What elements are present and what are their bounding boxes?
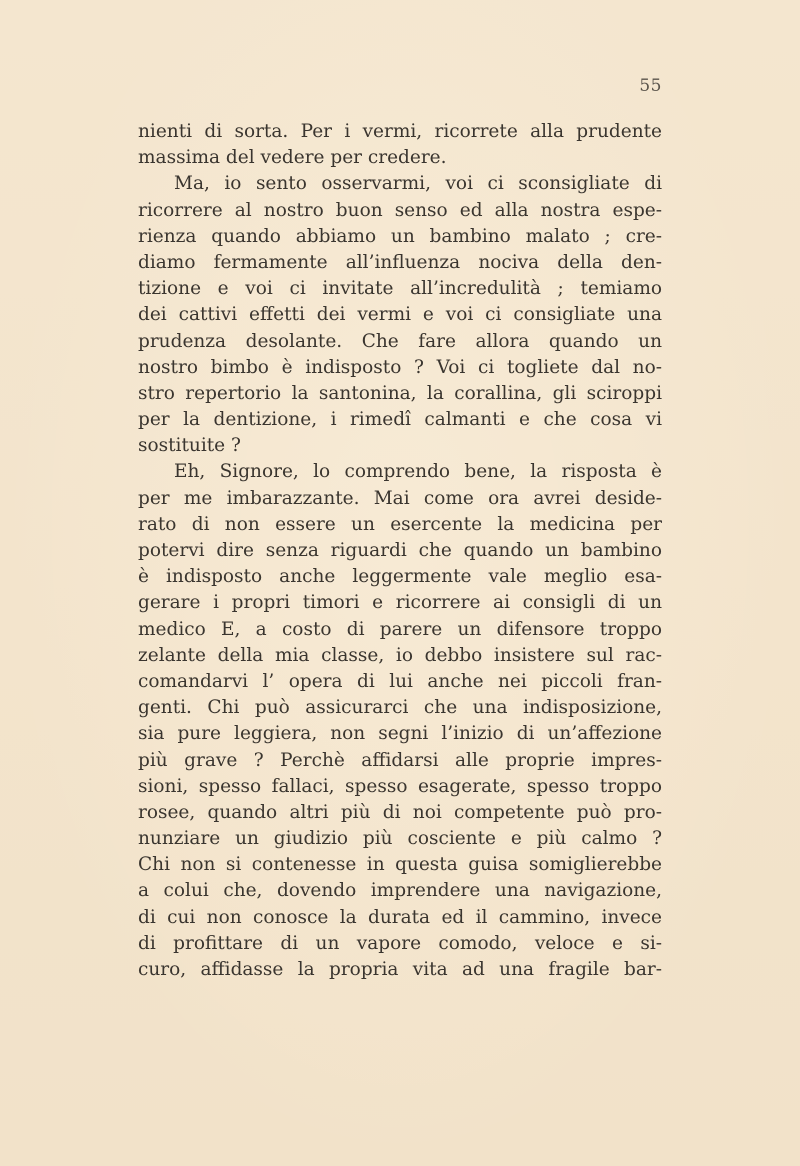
text-line: è indisposto anche leggermente vale meglio esa- [138, 566, 662, 588]
text-line: dei cattivi effetti dei vermi e voi ci consigliate una [138, 304, 662, 326]
text-line: a colui che, dovendo imprendere una navigazione, [138, 880, 662, 902]
text-line: nienti di sorta. Per i vermi, ricorrete alla prudente [138, 121, 662, 142]
text-line: rato di non essere un esercente la medicina per [138, 513, 662, 535]
text-line: medico E, a costo di parere un difensore troppo [138, 618, 662, 640]
text-line: rienza quando abbiamo un bambino malato ; cre- [138, 225, 662, 247]
text-line: sioni, spesso fallaci, spesso esagerate, spesso troppo [138, 775, 662, 797]
text-line: Ma, io sento osservarmi, voi ci sconsigliate di [174, 173, 662, 195]
text-line: gerare i propri timori e ricorrere ai consigli di un [138, 592, 662, 614]
text-line: diamo fermamente all’influenza nociva della den- [138, 251, 662, 273]
text-line: sostituite ? [138, 435, 241, 457]
text-line: ricorrere al nostro buon senso ed alla nostra espe- [138, 199, 662, 221]
text-line: Eh, Signore, lo comprendo bene, la risposta è [174, 461, 662, 483]
text-line: comandarvi l’ opera di lui anche nei piccoli fran- [138, 670, 662, 692]
page-number: 55 [639, 76, 662, 96]
text-line: nostro bimbo è indisposto ? Voi ci togliete dal no- [138, 356, 662, 378]
text-line: per me imbarazzante. Mai come ora avrei deside- [138, 487, 662, 509]
text-line: di cui non conosce la durata ed il cammino, invece [138, 906, 662, 928]
text-line: di profittare di un vapore comodo, veloce e si- [138, 932, 662, 954]
text-line: potervi dire senza riguardi che quando un bambino [138, 540, 662, 561]
text-line: prudenza desolante. Che fare allora quando un [138, 330, 662, 352]
text-line: genti. Chi può assicurarci che una indisposizione, [138, 697, 662, 719]
text-line: più grave ? Perchè affidarsi alle proprie impres- [138, 749, 662, 771]
text-line: per la dentizione, i rimedî calmanti e che cosa vi [138, 409, 662, 431]
text-line: zelante della mia classe, io debbo insistere sul rac- [138, 644, 662, 666]
text-line: Chi non si contenesse in questa guisa somiglierebbe [138, 854, 662, 876]
text-line: stro repertorio la santonina, la corallina, gli sciroppi [138, 382, 662, 404]
text-line: curo, affidasse la propria vita ad una fragile bar- [138, 959, 662, 980]
body-text [138, 119, 662, 983]
text-line: nunziare un giudizio più cosciente e più calmo ? [138, 828, 662, 850]
text-line: massima del vedere per credere. [138, 147, 447, 169]
text-line: rosee, quando altri più di noi competente può pro- [138, 801, 662, 823]
text-line: sia pure leggiera, non segni l’inizio di un’affezione [138, 723, 662, 745]
text-line: tizione e voi ci invitate all’incredulità ; temiamo [138, 278, 662, 300]
